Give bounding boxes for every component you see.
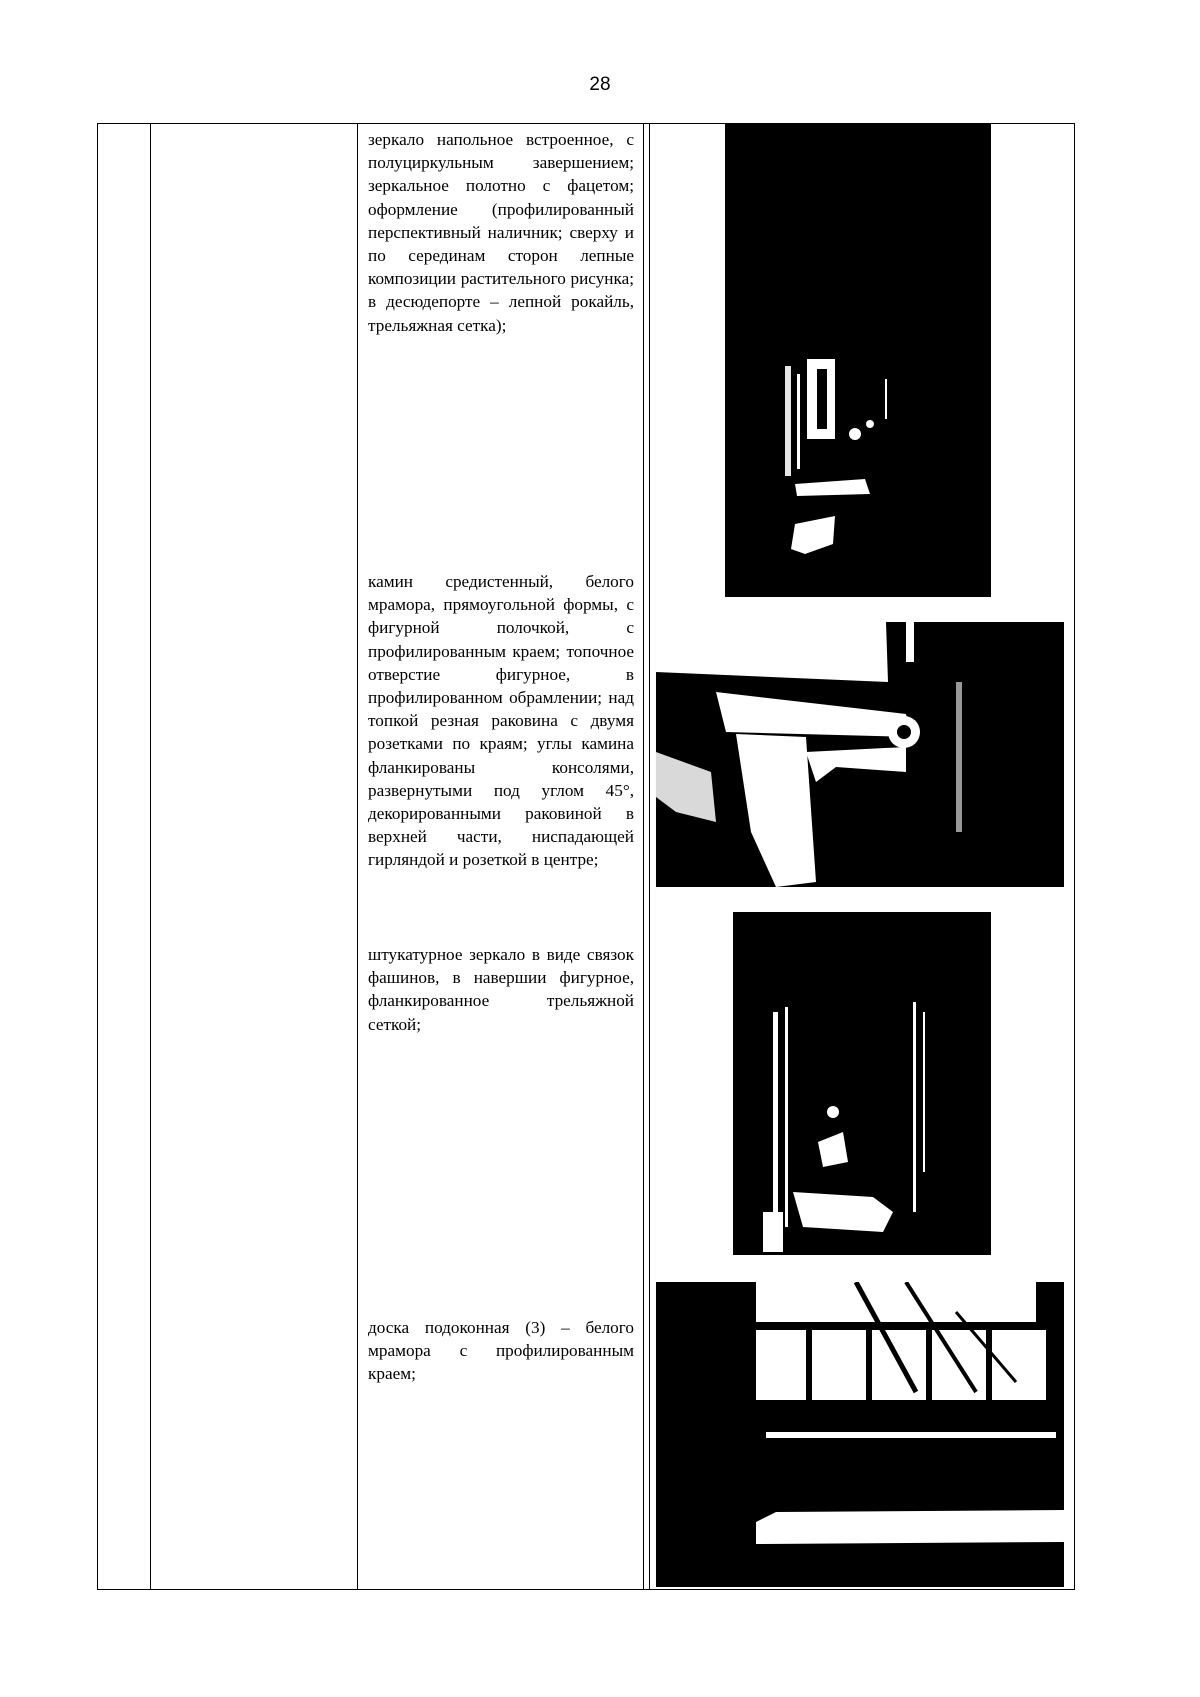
fireplace-photo [656, 622, 1064, 887]
column-divider [649, 124, 650, 1589]
page-number: 28 [589, 74, 611, 95]
item-description-mirror: зеркало напольное встроенное, с полуциркульным завершением; зеркальное полотно с фацетом; оформление (профилированный перспективный наличник; сверху и по серединам сторон лепные композиции растительного рисунка; в десюдепорте – лепной рокайль, трельяжная сетка); [368, 130, 634, 335]
item-description-stucco-mirror: штукатурное зеркало в виде связок фашинов, в навершии фигурное, фланкированное трельяжной сеткой; [368, 945, 634, 1034]
item-description-windowsill: доска подоконная (3) – белого мрамора с профилированным краем; [368, 1318, 634, 1384]
mirror-photo [725, 124, 991, 597]
item-description-fireplace: камин средистенный, белого мрамора, прямоугольной формы, с фигурной полочкой, с профилированным краем; топочное отверстие фигурное, в профилированном обрамлении; над топкой резная раковина с двумя розетками по краям; углы камина фланкированы консолями, развернутыми под углом 45°, декорированными раковиной в верхней части, ниспадающей гирляндой и розеткой в центре; [368, 572, 634, 870]
column-divider [150, 124, 151, 1589]
column-divider [643, 124, 644, 1589]
windowsill-photo [656, 1282, 1064, 1587]
column-divider [357, 124, 358, 1589]
stucco-mirror-photo [733, 912, 991, 1255]
